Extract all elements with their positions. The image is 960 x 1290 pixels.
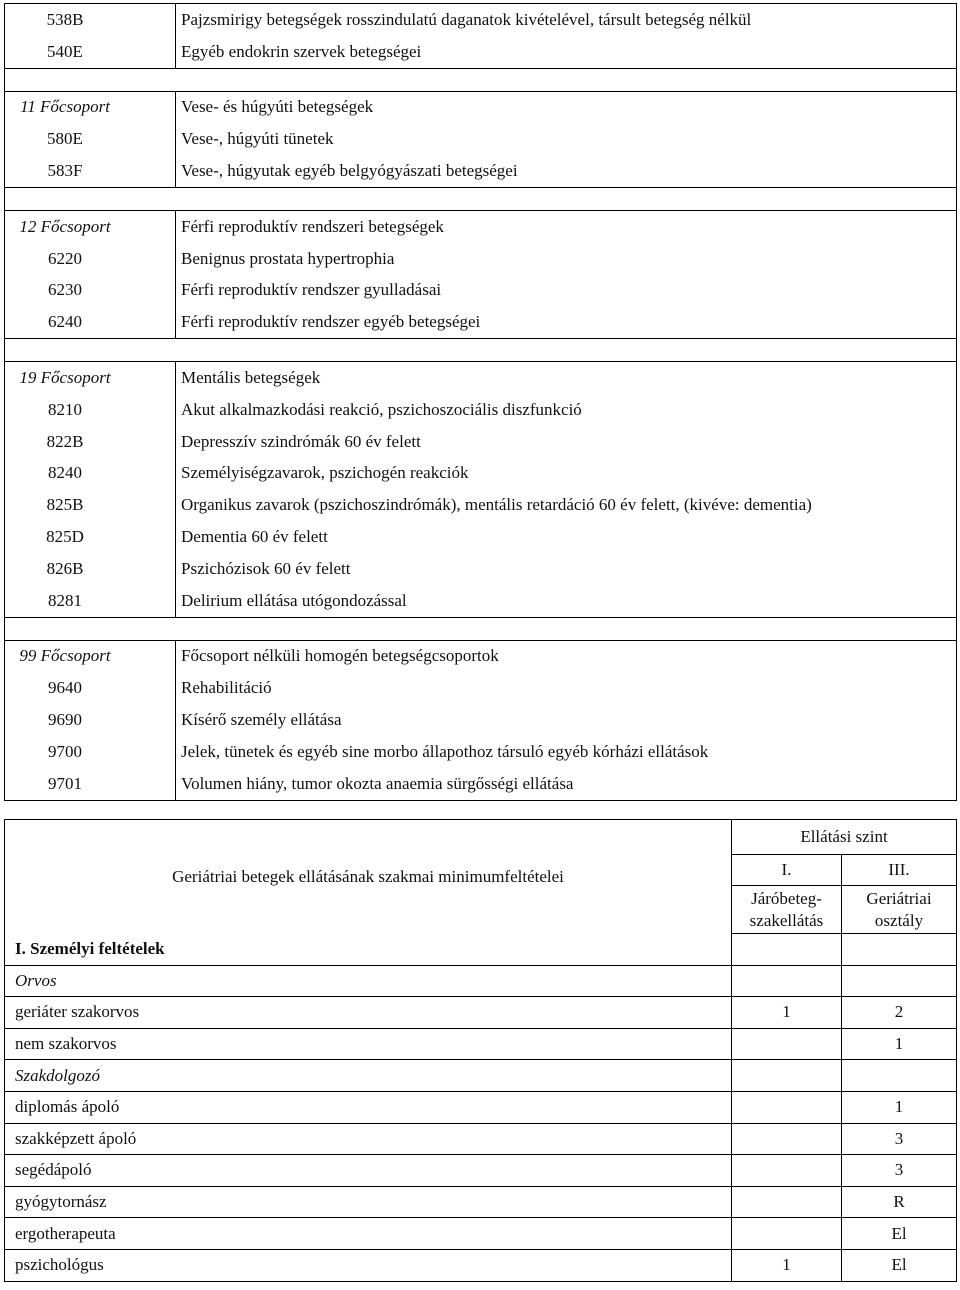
code-cell: 583F	[5, 155, 176, 187]
outpatient-value	[732, 1218, 842, 1250]
ward-value: El	[842, 1218, 957, 1250]
code-cell: 6240	[5, 306, 176, 338]
code-cell: 822B	[5, 426, 176, 458]
outpatient-value: 1	[732, 1249, 842, 1281]
ward-value: 3	[842, 1155, 957, 1187]
description-cell: Depresszív szindrómák 60 év felett	[181, 431, 421, 451]
care-level-header: Ellátási szint	[732, 820, 957, 855]
code-row	[5, 306, 957, 338]
code-cell: 6220	[5, 243, 176, 275]
description-cell: Pszichózisok 60 év felett	[181, 558, 351, 578]
description-cell: Főcsoport nélküli homogén betegségcsoportok	[181, 646, 499, 666]
requirement-row	[5, 1155, 957, 1187]
code-cell: 8240	[5, 458, 176, 490]
geriatric-ward-header: Geriátriai osztály	[842, 886, 957, 934]
requirement-label: diplomás ápoló	[5, 1091, 732, 1123]
requirement-row	[5, 1091, 957, 1123]
description-cell: Pajzsmirigy betegségek rosszindulatú daganatok kivételével, társult betegség nélkül	[181, 9, 752, 29]
description-cell: Egyéb endokrin szervek betegségei	[181, 41, 422, 61]
requirement-label: geriáter szakorvos	[5, 997, 732, 1029]
code-cell: 826B	[5, 553, 176, 585]
description-cell: Kísérő személy ellátása	[181, 710, 342, 730]
code-row	[5, 275, 957, 307]
code-cell: 580E	[5, 123, 176, 155]
code-row	[5, 36, 957, 68]
description-cell: Vese- és húgyúti betegségek	[181, 97, 374, 117]
code-cell: 12 Főcsoport	[5, 210, 176, 242]
requirement-row	[5, 1060, 957, 1092]
minimum-requirements-table	[4, 819, 957, 1282]
requirement-label: segédápoló	[5, 1155, 732, 1187]
drg-code-table	[4, 3, 957, 801]
description-cell: Akut alkalmazkodási reakció, pszichoszociális diszfunkció	[181, 399, 582, 419]
requirement-row	[5, 1218, 957, 1250]
main-group-row	[5, 91, 957, 123]
outpatient-value	[732, 1186, 842, 1218]
outpatient-care-header: Járóbeteg- szakellátás	[732, 886, 842, 934]
requirement-label: szakképzett ápoló	[5, 1123, 732, 1155]
description-cell: Delirium ellátása utógondozással	[181, 590, 407, 610]
group-separator	[5, 187, 957, 210]
code-cell: 11 Főcsoport	[5, 91, 176, 123]
code-row	[5, 426, 957, 458]
requirement-label: nem szakorvos	[5, 1028, 732, 1060]
ward-value	[842, 965, 957, 997]
outpatient-value	[732, 1091, 842, 1123]
code-row	[5, 553, 957, 585]
code-cell: 825B	[5, 489, 176, 521]
description-cell: Dementia 60 év felett	[181, 527, 328, 547]
group-separator	[5, 617, 957, 640]
code-row	[5, 155, 957, 187]
requirements-title: Geriátriai betegek ellátásának szakmai minimumfeltételei	[172, 866, 564, 886]
description-cell: Mentális betegségek	[181, 368, 321, 388]
code-row	[5, 489, 957, 521]
code-cell: 825D	[5, 521, 176, 553]
level-1-header: I.	[732, 855, 842, 886]
description-cell: Személyiségzavarok, pszichogén reakciók	[181, 463, 469, 483]
code-cell: 8210	[5, 394, 176, 426]
requirement-label: pszichológus	[5, 1249, 732, 1281]
requirement-row	[5, 1123, 957, 1155]
description-cell: Volumen hiány, tumor okozta anaemia sürgősségi ellátása	[176, 768, 957, 800]
requirement-label: ergotherapeuta	[5, 1218, 732, 1250]
code-cell: 9640	[5, 672, 176, 704]
ward-value: 3	[842, 1123, 957, 1155]
section-personnel: I. Személyi feltételek	[15, 939, 165, 959]
description-cell: Vese-, húgyutak egyéb belgyógyászati betegségei	[181, 161, 518, 181]
code-cell: 538B	[5, 4, 176, 36]
group-separator	[5, 339, 957, 362]
code-cell: 9701	[5, 768, 176, 800]
code-cell: 19 Főcsoport	[5, 362, 176, 394]
code-row	[5, 123, 957, 155]
description-cell: Férfi reproduktív rendszer egyéb betegségei	[181, 312, 481, 332]
code-cell: 9700	[5, 736, 176, 768]
group-separator	[5, 68, 957, 91]
ward-value	[842, 1060, 957, 1092]
code-row	[5, 458, 957, 490]
description-cell: Organikus zavarok (pszichoszindrómák), mentális retardáció 60 év felett, (kivéve: dementia)	[181, 495, 812, 515]
requirement-row	[5, 1028, 957, 1060]
ward-value: 1	[842, 1091, 957, 1123]
code-row	[5, 736, 957, 768]
outpatient-value	[732, 1028, 842, 1060]
description-cell: Férfi reproduktív rendszeri betegségek	[181, 216, 444, 236]
requirement-label: Orvos	[5, 965, 732, 997]
requirement-row	[5, 1249, 957, 1281]
code-cell: 99 Főcsoport	[5, 640, 176, 672]
outpatient-value	[732, 1155, 842, 1187]
outpatient-value	[732, 965, 842, 997]
outpatient-value	[732, 1060, 842, 1092]
code-row	[5, 243, 957, 275]
requirement-row	[5, 965, 957, 997]
main-group-row	[5, 210, 957, 242]
level-3-header: III.	[842, 855, 957, 886]
description-cell: Vese-, húgyúti tünetek	[181, 129, 334, 149]
outpatient-value: 1	[732, 997, 842, 1029]
code-cell: 8281	[5, 585, 176, 617]
code-row	[5, 394, 957, 426]
code-row	[5, 4, 957, 36]
main-group-row	[5, 362, 957, 394]
description-cell: Benignus prostata hypertrophia	[181, 248, 395, 268]
code-row	[5, 585, 957, 617]
main-group-row	[5, 640, 957, 672]
requirement-label: gyógytornász	[5, 1186, 732, 1218]
ward-value: R	[842, 1186, 957, 1218]
code-row	[5, 768, 957, 800]
description-cell: Jelek, tünetek és egyéb sine morbo állapothoz társuló egyéb kórházi ellátások	[181, 741, 709, 761]
code-cell: 6230	[5, 275, 176, 307]
ward-value: 2	[842, 997, 957, 1029]
ward-value: El	[842, 1249, 957, 1281]
code-row	[5, 521, 957, 553]
ward-value: 1	[842, 1028, 957, 1060]
outpatient-value	[732, 1123, 842, 1155]
code-row	[5, 704, 957, 736]
requirement-label: Szakdolgozó	[5, 1060, 732, 1092]
description-cell: Rehabilitáció	[181, 678, 272, 698]
requirement-row	[5, 1186, 957, 1218]
code-cell: 9690	[5, 704, 176, 736]
description-cell: Férfi reproduktív rendszer gyulladásai	[181, 280, 442, 300]
code-row	[5, 672, 957, 704]
code-cell: 540E	[5, 36, 176, 68]
requirement-row	[5, 997, 957, 1029]
